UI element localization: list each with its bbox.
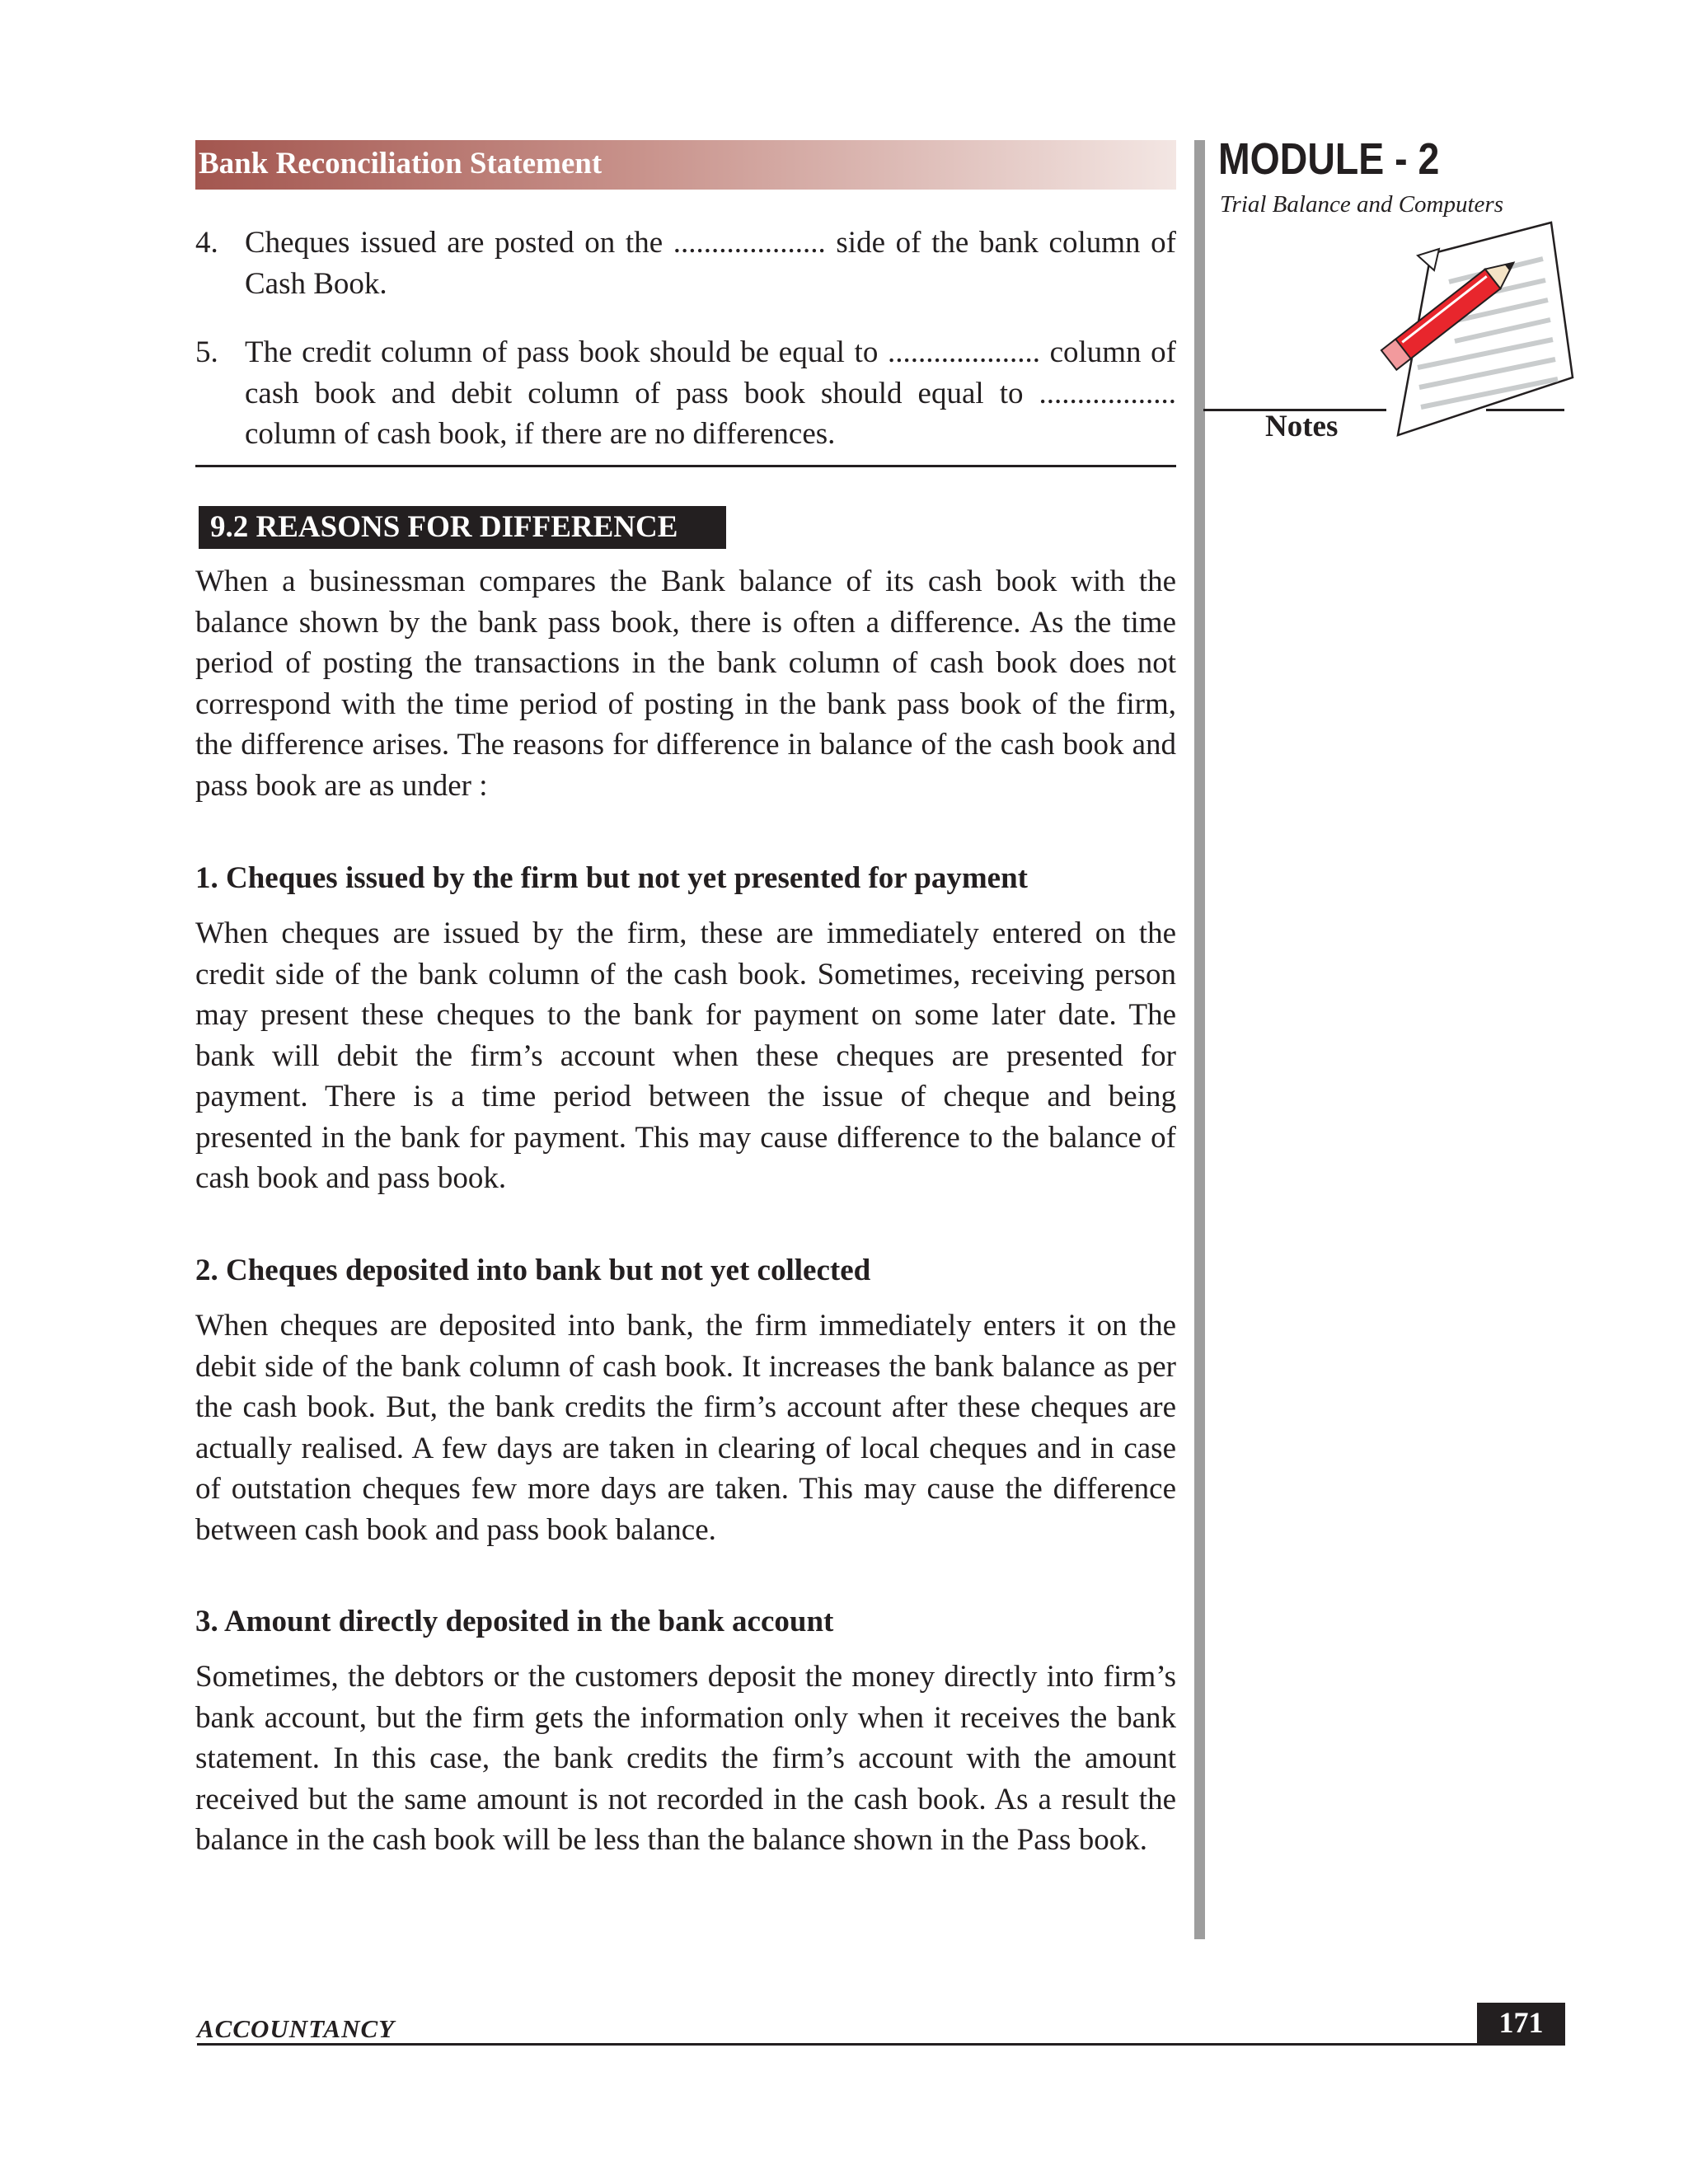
question-text: The credit column of pass book should be equal to .................... column of cash book and debit column of pass book should equal to .................. column of cash book, if there are no differences.: [245, 335, 1176, 451]
question-number: 4.: [195, 226, 218, 260]
notes-rule-right: [1486, 409, 1564, 411]
question-number: 5.: [195, 335, 218, 369]
footer-rule: [197, 2043, 1565, 2046]
reason-3-heading: 3. Amount directly deposited in the bank account: [195, 1605, 834, 1638]
footer-subject: ACCOUNTANCY: [197, 2014, 396, 2043]
notes-label: Notes: [1265, 410, 1339, 443]
reason-2-paragraph: When cheques are deposited into bank, the firm immediately enters it on the debit side of the bank column of cash book. It increases the bank balance as per the cash book. But, the bank credits the firm’s account after these cheques are actually realised. A few days are taken in clearing of local cheques and in case of outstation cheques few more days are taken. This may cause the difference between cash book and pass book balance.: [195, 1309, 1176, 1547]
reason-1-paragraph: When cheques are issued by the firm, these are immediately entered on the credit side of the bank column of the cash book. Sometimes, receiving person may present these cheques to the bank for payment on some later date. The bank will debit the firm’s account when these cheques are presented for payment. There is a time period between the issue of cheque and being presented in the bank for payment. This may cause difference to the balance of cash book and pass book.: [195, 916, 1176, 1195]
question-text: Cheques issued are posted on the .................... side of the bank column of Cash Book.: [245, 226, 1176, 301]
reason-2-heading: 2. Cheques deposited into bank but not yet collected: [195, 1254, 871, 1287]
reason-1-heading: 1. Cheques issued by the firm but not yet presented for payment: [195, 861, 1028, 895]
question-4: [195, 223, 1176, 304]
reason-3-paragraph: Sometimes, the debtors or the customers deposit the money directly into firm’s bank account, but the firm gets the information only when it receives the bank statement. In this case, the bank credits the firm’s account with the amount received but the same amount is not recorded in the cash book. As a result the balance in the cash book will be less than the balance shown in the Pass book.: [195, 1660, 1176, 1857]
running-header-title: Bank Reconciliation Statement: [199, 147, 603, 180]
question-5: [195, 332, 1176, 455]
section-heading: 9.2 REASONS FOR DIFFERENCE: [199, 506, 726, 549]
page-number: 171: [1477, 2003, 1565, 2043]
section-rule: [195, 465, 1176, 467]
module-subtitle: Trial Balance and Computers: [1220, 191, 1503, 218]
section-intro-paragraph: When a businessman compares the Bank balance of its cash book with the balance shown by the bank pass book, there is often a difference. As the time period of posting the transactions in the bank column of cash book does not correspond with the time period of posting in the bank pass book of the firm, the difference arises. The reasons for difference in balance of the cash book and pass book are as under :: [195, 565, 1176, 803]
module-title: MODULE - 2: [1218, 134, 1440, 184]
